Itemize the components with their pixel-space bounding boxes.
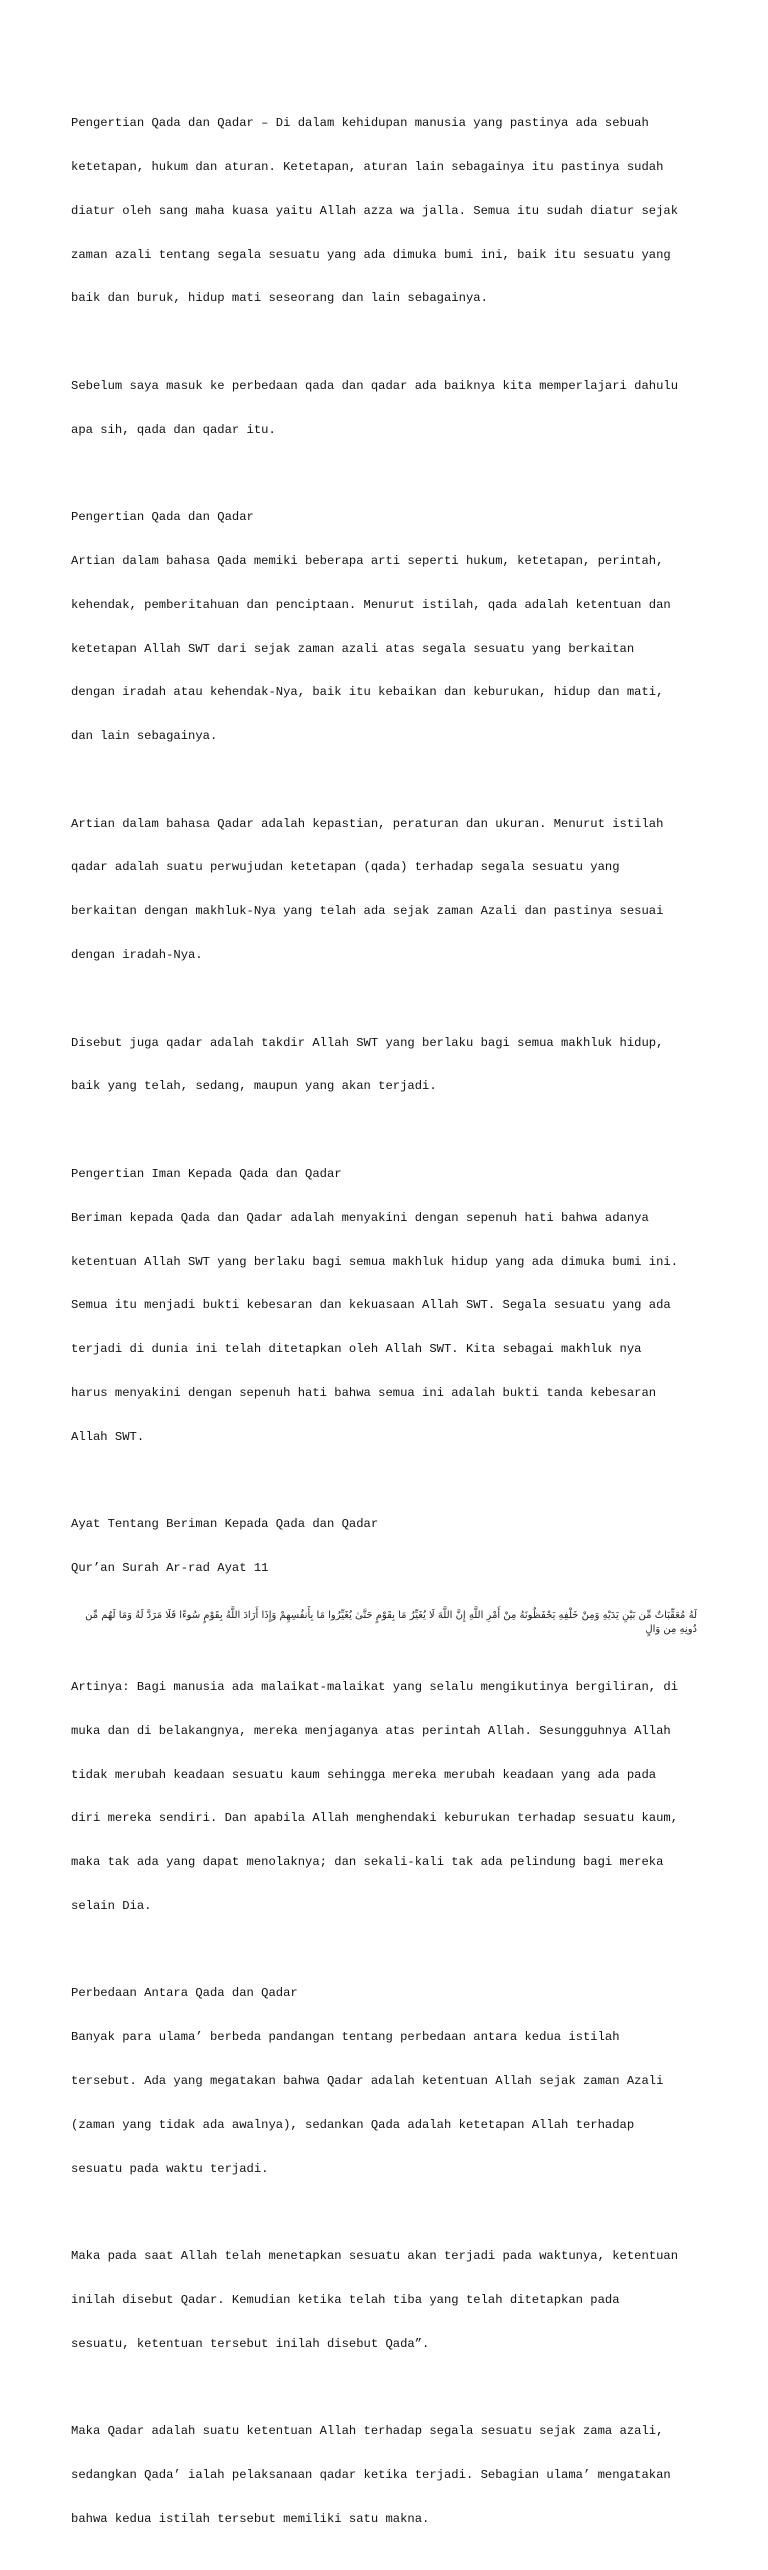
paragraph-ayat-heading bbox=[71, 1488, 711, 1605]
text-line: apa sih, qada dan qadar itu. bbox=[71, 422, 276, 437]
text-line: tidak merubah keadaan sesuatu kaum sehingga mereka merubah keadaan yang ada pada bbox=[71, 1767, 657, 1782]
text-line: Banyak para ulama’ berbeda pandangan tentang perbedaan antara kedua istilah bbox=[71, 2030, 620, 2045]
text-line: ketentuan Allah SWT yang berlaku bagi semua makhluk hidup yang ada dimuka bumi ini. bbox=[71, 1254, 679, 1269]
text-line: ketetapan, hukum dan aturan. Ketetapan, aturan lain sebagainya itu pastinya sudah bbox=[71, 159, 664, 174]
text-line: sesuatu pada waktu terjadi. bbox=[71, 2161, 269, 2176]
text-line: zaman azali tentang segala sesuatu yang ada dimuka bumi ini, baik itu sesuatu yang bbox=[71, 247, 671, 262]
text-line: muka dan di belakangnya, mereka menjaganya atas perintah Allah. Sesungguhnya Allah bbox=[71, 1723, 671, 1738]
text-line: (zaman yang tidak ada awalnya), sedankan Qada adalah ketetapan Allah terhadap bbox=[71, 2117, 635, 2132]
surah-reference: Qur’an Surah Ar-rad Ayat 11 bbox=[71, 1560, 269, 1575]
paragraph-takdir bbox=[71, 1006, 711, 1123]
text-line: maka tak ada yang dapat menolaknya; dan sekali-kali tak ada pelindung bagi mereka bbox=[71, 1855, 664, 1870]
text-line: baik yang telah, sedang, maupun yang akan terjadi. bbox=[71, 1079, 437, 1094]
text-line: Artian dalam bahasa Qada memiki beberapa arti seperti hukum, ketetapan, perintah, bbox=[71, 554, 664, 568]
section-heading: Pengertian Qada dan Qadar bbox=[71, 510, 254, 525]
paragraph-intro bbox=[71, 87, 711, 335]
paragraph-preface bbox=[71, 350, 711, 467]
paragraph-perbedaan bbox=[71, 1957, 711, 2205]
text-line: baik dan buruk, hidup mati seseorang dan lain sebagainya. bbox=[71, 291, 488, 306]
paragraph-kesimpulan bbox=[71, 2395, 711, 2556]
text-line: diri mereka sendiri. Dan apabila Allah menghendaki keburukan terhadap sesuatu kaum, bbox=[71, 1811, 679, 1826]
text-line: tersebut. Ada yang megatakan bahwa Qadar adalah ketentuan Allah sejak zaman Azali bbox=[71, 2073, 664, 2088]
document-body bbox=[71, 87, 711, 2570]
text-line: Disebut juga qadar adalah takdir Allah SWT yang berlaku bagi semua makhluk hidup, bbox=[71, 1035, 664, 1050]
text-line: Sebelum saya masuk ke perbedaan qada dan qadar ada baiknya kita memperlajari dahulu bbox=[71, 378, 679, 393]
text-line: Semua itu menjadi bukti kebesaran dan kekuasaan Allah SWT. Segala sesuatu yang ada bbox=[71, 1298, 671, 1313]
text-line: ketetapan Allah SWT dari sejak zaman azali atas segala sesuatu yang berkaitan bbox=[71, 641, 635, 656]
text-line: dengan iradah atau kehendak-Nya, baik itu kebaikan dan keburukan, hidup dan mati, bbox=[71, 685, 664, 700]
text-line: sesuatu, ketentuan tersebut inilah disebut Qada”. bbox=[71, 2336, 430, 2351]
arabic-verse: لَهُ مُعَقِّبَاتٌ مِّن بَيْنِ يَدَيْهِ وَمِنْ خَلْفِهِ يَحْفَظُونَهُ مِنْ أَمْرِ اللَّهِ إِنَّ اللَّهَ لَا يُغَيِّرُ مَا بِقَوْمٍ حَتَّىٰ يُغَيِّرُوا مَا بِأَنفُسِهِمْ وَإِذَا أَرَادَ اللَّهُ بِقَوْمٍ سُوءًا فَلَا مَرَدَّ لَهُ وَمَا لَهُم مِّن دُونِهِ مِن وَالٍ bbox=[85, 1609, 697, 1635]
text-line: qadar adalah suatu perwujudan ketetapan (qada) terhadap segala sesuatu yang bbox=[71, 860, 620, 875]
text-line: Maka pada saat Allah telah menetapkan sesuatu akan terjadi pada waktunya, ketentuan bbox=[71, 2249, 679, 2264]
section-heading: Pengertian Iman Kepada Qada dan Qadar bbox=[71, 1166, 342, 1181]
text-line: bahwa kedua istilah tersebut memiliki satu makna. bbox=[71, 2511, 430, 2526]
paragraph-ketentuan bbox=[71, 2220, 711, 2381]
text-line: berkaitan dengan makhluk-Nya yang telah ada sejak zaman Azali dan pastinya sesuai bbox=[71, 904, 664, 919]
text-line: Maka Qadar adalah suatu ketentuan Allah terhadap segala sesuatu sejak zama azali, bbox=[71, 2424, 664, 2439]
section-heading: Ayat Tentang Beriman Kepada Qada dan Qadar bbox=[71, 1517, 379, 1532]
text-line: Pengertian Qada dan Qadar – Di dalam kehidupan manusia yang pastinya ada sebuah bbox=[71, 116, 649, 131]
text-line: dan lain sebagainya. bbox=[71, 729, 218, 744]
paragraph-iman bbox=[71, 1138, 711, 1474]
paragraph-artinya bbox=[71, 1651, 711, 1943]
text-line: diatur oleh sang maha kuasa yaitu Allah azza wa jalla. Semua itu sudah diatur sejak bbox=[71, 203, 679, 218]
text-line: Artinya: Bagi manusia ada malaikat-malaikat yang selalu mengikutinya bergiliran, di bbox=[71, 1679, 679, 1694]
paragraph-qadar-definition bbox=[71, 788, 711, 992]
text-line: selain Dia. bbox=[71, 1898, 152, 1913]
text-line: inilah disebut Qadar. Kemudian ketika telah tiba yang telah ditetapkan pada bbox=[71, 2292, 620, 2307]
text-line: Beriman kepada Qada dan Qadar adalah menyakini dengan sepenuh hati bahwa adanya bbox=[71, 1210, 649, 1225]
text-line: harus menyakini dengan sepenuh hati bahwa semua ini adalah bukti tanda kebesaran bbox=[71, 1385, 657, 1400]
text-line: Allah SWT. bbox=[71, 1429, 145, 1444]
text-line: sedangkan Qada’ ialah pelaksanaan qadar ketika terjadi. Sebagian ulama’ mengatakan bbox=[71, 2468, 671, 2482]
paragraph-qada-definition bbox=[71, 481, 711, 773]
section-heading: Perbedaan Antara Qada dan Qadar bbox=[71, 1986, 298, 2001]
text-line: terjadi di dunia ini telah ditetapkan oleh Allah SWT. Kita sebagai makhluk nya bbox=[71, 1342, 642, 1357]
text-line: dengan iradah-Nya. bbox=[71, 948, 203, 963]
text-line: kehendak, pemberitahuan dan penciptaan. Menurut istilah, qada adalah ketentuan dan bbox=[71, 597, 671, 612]
text-line: Artian dalam bahasa Qadar adalah kepastian, peraturan dan ukuran. Menurut istilah bbox=[71, 816, 664, 831]
